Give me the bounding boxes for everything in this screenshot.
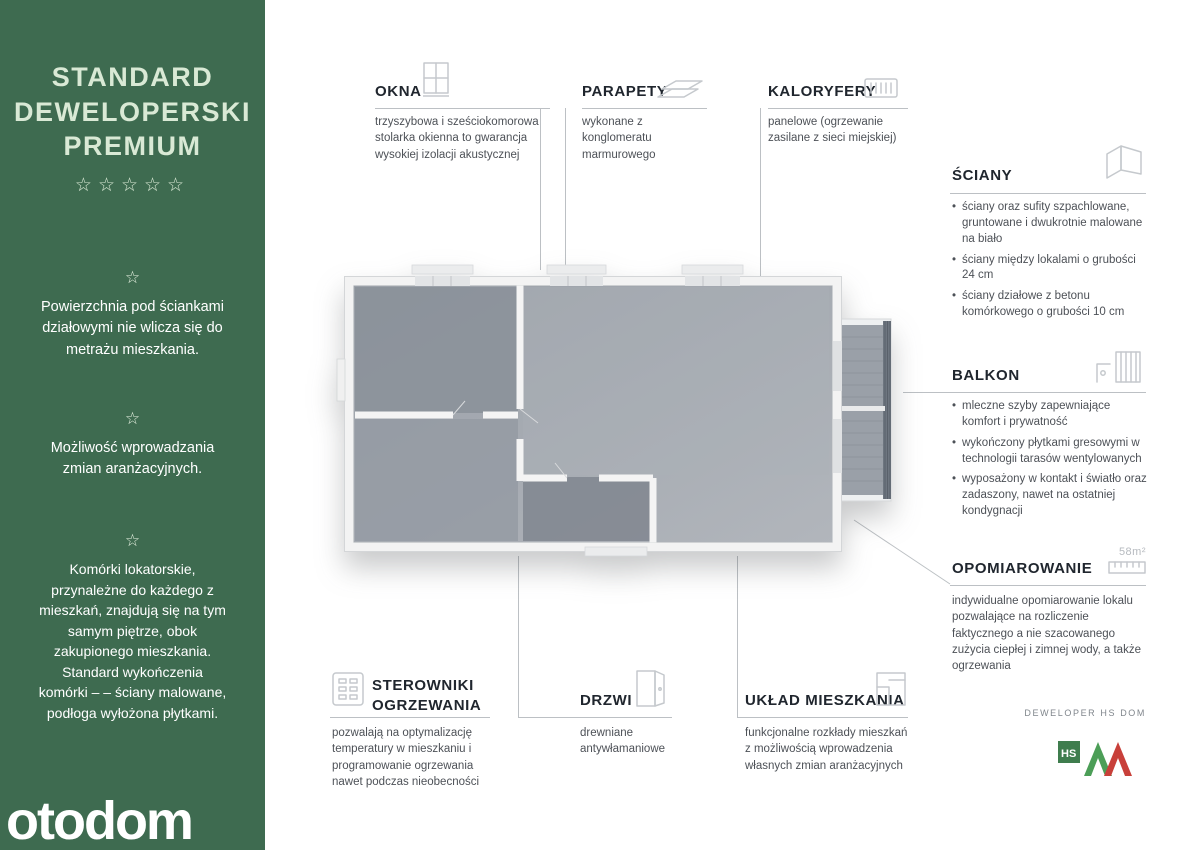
callout-underline-opomiarowanie <box>950 585 1146 586</box>
callout-underline-kaloryfery <box>768 108 908 109</box>
plan-windows <box>412 265 743 286</box>
callout-underline-drzwi <box>518 717 672 718</box>
balkon-bullet: • wykończony płytkami gresowymi w technologii tarasów wentylowanych <box>952 436 1148 468</box>
callout-underline-parapety <box>582 108 707 109</box>
sidebar <box>0 0 265 850</box>
callout-balkon-label: BALKON <box>952 367 1020 384</box>
otodom-logo: otodom <box>6 791 192 850</box>
callout-underline-uklad <box>737 717 908 718</box>
callout-kaloryfery-desc: panelowe (ogrzewanie zasilane z sieci miejskiej) <box>768 116 897 145</box>
balcony-icon <box>1094 348 1144 386</box>
callout-underline-sciany <box>950 193 1146 194</box>
floor-plan-render <box>335 263 895 565</box>
callout-underline-balkon <box>903 392 1146 393</box>
callout-sterowniki-label: STEROWNIKI OGRZEWANIA <box>372 677 482 714</box>
note-partition-walls: Powierzchnia pod ściankami działowymi nie wlicza się do metrażu mieszkania. <box>41 299 224 358</box>
meter-icon <box>1098 546 1146 574</box>
callout-kaloryfery-label: KALORYFERY <box>768 83 877 100</box>
sill-icon <box>656 78 704 102</box>
callout-uklad-desc: funkcjonalne rozkłady mieszkań z możliwością wprowadzenia własnych zmian aranżacyjnych <box>745 727 908 772</box>
meter-area-value: 58m² <box>1118 546 1146 558</box>
sciany-bullet: • ściany oraz sufity szpachlowane, gruntowane i dwukrotnie malowane na biało <box>952 200 1148 248</box>
callout-underline-sterowniki <box>330 717 490 718</box>
callout-okna-desc: trzyszybowa i sześciokomorowa stolarka okienna to gwarancja wysokiej izolacji akustycznej <box>375 116 539 161</box>
callout-opomiarowanie-desc: indywidualne opomiarowanie lokalu pozwalające na rozliczenie faktycznego a nie szacowanego zużycia ciepłej i zimnej wody, a także ogrzewania <box>952 595 1141 673</box>
hs-logo-text: HS <box>1061 748 1077 760</box>
connector-uklad <box>737 556 738 717</box>
callout-sciany-label: ŚCIANY <box>952 167 1013 184</box>
hs-dom-logo <box>1058 732 1134 783</box>
balkon-bullet: • mleczne szyby zapewniające komfort i prywatność <box>952 399 1148 431</box>
window-icon <box>423 62 449 98</box>
note-storage-units: Komórki lokatorskie, przynależne do każdego z mieszkań, znajdują się na tym samym piętrze, obok zakupionego mieszkania. Standard wykończenia komórki – – ściany malowane, podłoga wyłożona płytkami. <box>38 561 227 722</box>
sciany-bullet: • ściany działowe z betonu komórkowego o grubości 10 cm <box>952 289 1148 321</box>
plan-balcony <box>835 319 891 501</box>
callout-drzwi-desc: drewniane antywłamaniowe <box>580 727 666 756</box>
sciany-bullet: • ściany między lokalami o grubości 24 cm <box>952 253 1148 285</box>
balkon-bullet: • wyposażony w kontakt i światło oraz zadaszony, nawet na ostatniej kondygnacji <box>952 472 1148 520</box>
star-divider-icon: ☆ <box>124 268 141 287</box>
standard-title: STANDARD DEWELOPERSKI PREMIUM <box>13 62 252 162</box>
callout-underline-okna <box>375 108 550 109</box>
callout-opomiarowanie-label: OPOMIAROWANIE <box>952 560 1093 577</box>
callout-sterowniki-desc: pozwalają na optymalizację temperatury w mieszkaniu i programowanie ogrzewania nawet podczas nieobecności <box>332 727 480 788</box>
star-divider-icon: ☆ <box>124 531 141 550</box>
stars-row-icon: ☆☆☆☆☆ <box>74 175 191 196</box>
layout-icon <box>876 672 906 706</box>
walls-icon <box>1104 144 1144 180</box>
balkon-bullet-list <box>952 399 1148 525</box>
radiator-icon <box>864 75 898 101</box>
callout-parapety-desc: wykonane z konglomeratu marmurowego <box>582 116 656 161</box>
connector-drzwi <box>518 556 519 717</box>
door-icon <box>636 670 666 708</box>
connector-parapety <box>565 108 566 274</box>
sciany-bullet-list <box>952 200 1148 326</box>
callout-okna-label: OKNA <box>375 83 422 100</box>
callout-uklad-label: UKŁAD MIESZKANIA <box>745 692 905 709</box>
developer-name: DEWELOPER HS DOM <box>1024 708 1146 718</box>
star-divider-icon: ☆ <box>124 409 141 428</box>
callout-drzwi-label: DRZWI <box>580 692 633 709</box>
thermostat-icon <box>332 672 364 706</box>
note-layout-changes: Możliwość wprowadzania zmian aranżacyjnych. <box>50 440 215 478</box>
callout-parapety-label: PARAPETY <box>582 83 668 100</box>
